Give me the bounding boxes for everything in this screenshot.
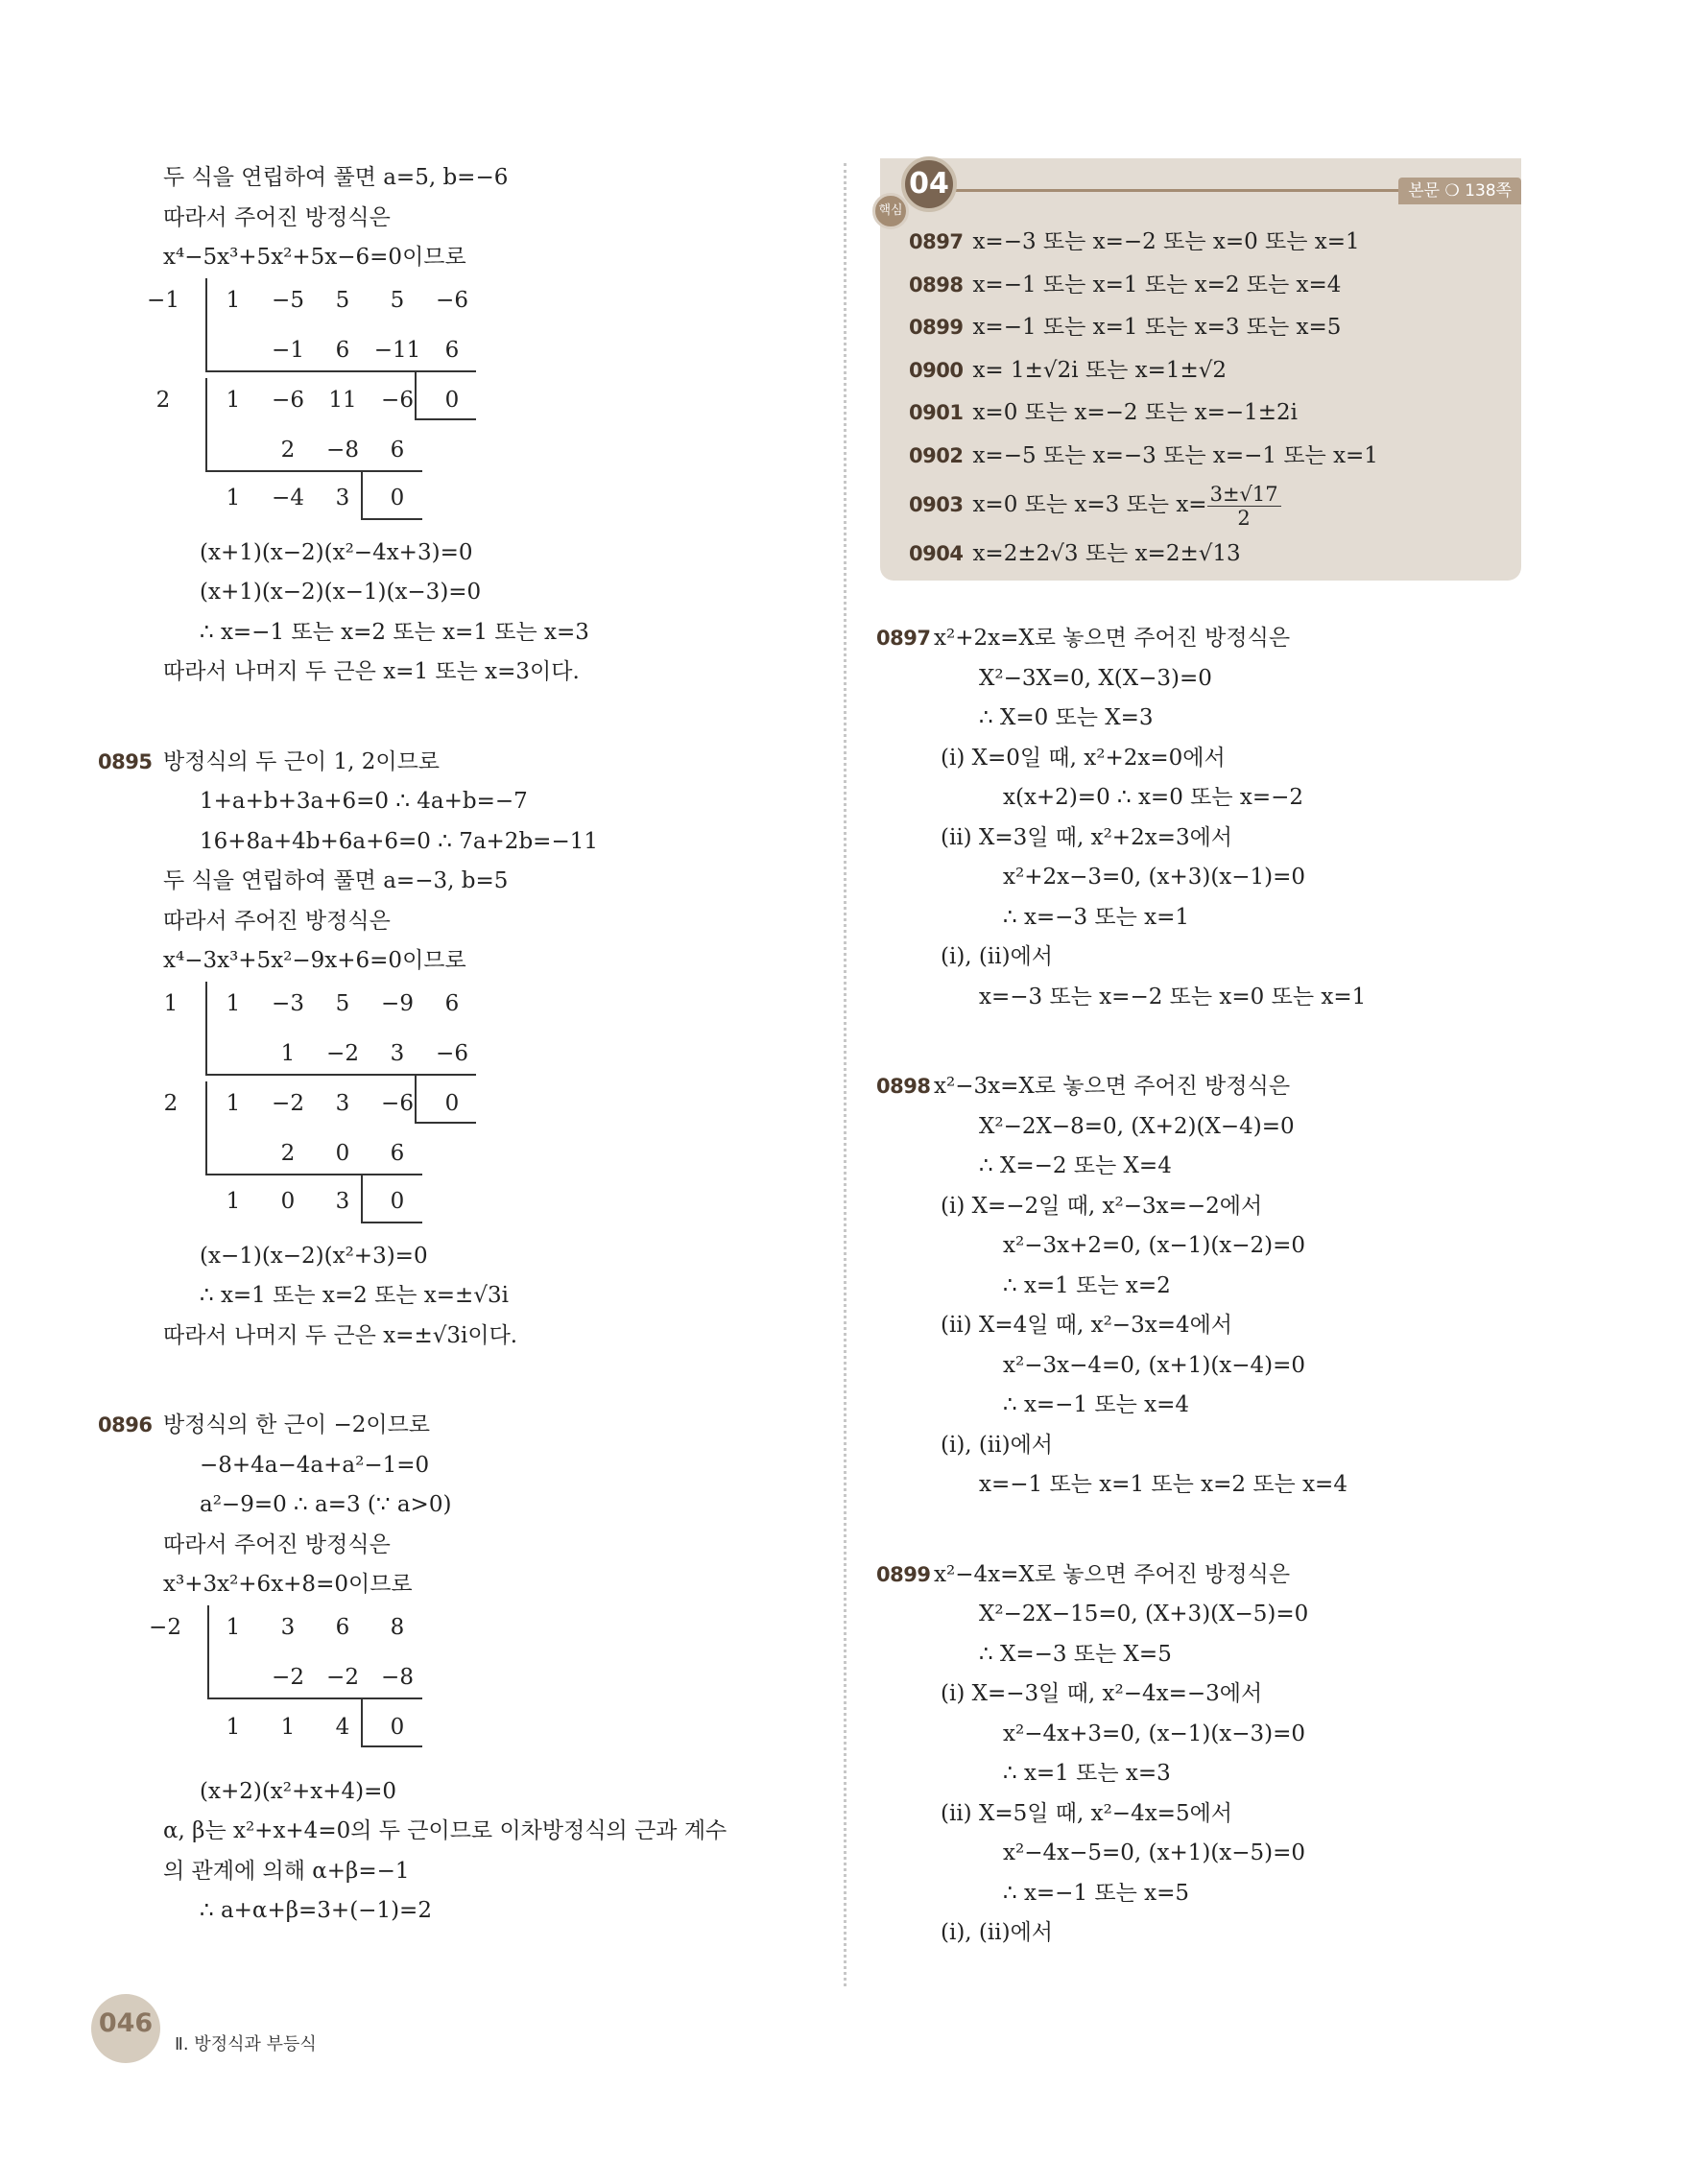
- text-line: (x+1)(x−2)(x−1)(x−3)=0: [200, 580, 482, 605]
- divisor: −2: [149, 1614, 181, 1640]
- text-line: (ii) X=3일 때, x²+2x=3에서: [941, 824, 1233, 850]
- synthetic-division-table: [163, 982, 825, 1212]
- table-rule: [205, 1081, 207, 1174]
- problem-number: 0898: [876, 1075, 931, 1098]
- table-cell: 1: [226, 485, 241, 510]
- problem-0898-header: [869, 1067, 1540, 1107]
- answer-text: x=0 또는 x=−2 또는 x=−1±2i: [972, 400, 1299, 425]
- table-rule: [361, 1697, 363, 1745]
- answer-list: [909, 221, 1504, 576]
- table-cell: −5: [272, 287, 304, 313]
- problem-number: 0899: [909, 316, 964, 339]
- table-rule: [415, 418, 476, 420]
- text-line: X²−2X−8=0, (X+2)(X−4)=0: [979, 1113, 1295, 1139]
- problem-number: 0897: [876, 627, 931, 650]
- problem-0896-header: [100, 1406, 825, 1446]
- table-rule: [205, 1174, 422, 1175]
- answer-text: x=−1 또는 x=1 또는 x=2 또는 x=4: [972, 272, 1342, 297]
- table-cell: 0: [390, 1188, 405, 1214]
- answer-item: [909, 533, 1504, 576]
- text-line: ∴ X=−3 또는 X=5: [979, 1641, 1172, 1667]
- table-cell: −6: [381, 1090, 414, 1116]
- problem-number: 0900: [909, 358, 964, 382]
- column-divider: [844, 163, 846, 1986]
- text-line: ∴ x=−1 또는 x=5: [1003, 1880, 1190, 1906]
- answer-item: [909, 221, 1504, 264]
- text-line: (i), (ii)에서: [941, 1432, 1054, 1458]
- text-line: X²−2X−15=0, (X+3)(X−5)=0: [979, 1602, 1309, 1626]
- text-line: (ii) X=4일 때, x²−3x=4에서: [941, 1313, 1233, 1338]
- table-rule: [207, 1697, 422, 1699]
- text-line: ∴ X=0 또는 X=3: [979, 705, 1154, 730]
- answer-item: [909, 349, 1504, 392]
- text-line: 1+a+b+3a+6=0 ∴ 4a+b=−7: [200, 789, 528, 814]
- table-cell: −2: [326, 1040, 359, 1066]
- table-cell: 5: [335, 990, 350, 1016]
- fraction: [1207, 483, 1281, 530]
- synthetic-division-table: [149, 1605, 825, 1755]
- table-rule: [361, 518, 422, 520]
- table-cell: 6: [390, 1140, 405, 1166]
- table-cell: 3: [335, 1188, 350, 1214]
- table-cell: 3: [335, 485, 350, 510]
- text-line: ∴ x=−3 또는 x=1: [1003, 904, 1190, 930]
- table-cell: 0: [444, 1090, 460, 1116]
- problem-number: 0895: [98, 749, 153, 773]
- table-cell: −2: [326, 1664, 359, 1690]
- problem-number: 0903: [909, 493, 964, 516]
- text-line: 두 식을 연립하여 풀면 a=5, b=−6: [163, 165, 509, 190]
- table-cell: 6: [390, 437, 405, 463]
- table-cell: 1: [226, 387, 241, 413]
- answer-item: [909, 264, 1504, 307]
- divisor: 2: [163, 1090, 179, 1116]
- table-rule: [415, 1074, 417, 1122]
- text-line: x²+2x−3=0, (x+3)(x−1)=0: [1003, 865, 1306, 890]
- table-rule: [415, 370, 417, 418]
- table-cell: −2: [272, 1090, 304, 1116]
- text-line: x(x+2)=0 ∴ x=0 또는 x=−2: [1003, 785, 1304, 810]
- table-cell: 3: [335, 1090, 350, 1116]
- table-rule: [205, 470, 422, 472]
- text-line: (i) X=0일 때, x²+2x=0에서: [941, 745, 1226, 771]
- table-cell: −6: [436, 287, 468, 313]
- divisor: 1: [163, 990, 179, 1016]
- text-line: 따라서 나머지 두 근은 x=1 또는 x=3이다.: [163, 659, 580, 684]
- text-line: x=−1 또는 x=1 또는 x=2 또는 x=4: [979, 1472, 1347, 1497]
- text-line: 따라서 주어진 방정식은: [163, 1531, 391, 1557]
- table-rule: [205, 1074, 476, 1076]
- text-line: 방정식의 두 근이 1, 2이므로: [163, 748, 441, 774]
- problem-0899-header: [869, 1555, 1540, 1596]
- table-cell: −6: [436, 1040, 468, 1066]
- table-cell: −3: [272, 990, 304, 1016]
- problem-0895-header: [100, 743, 825, 783]
- table-cell: 6: [335, 337, 350, 363]
- text-line: 두 식을 연립하여 풀면 a=−3, b=5: [163, 868, 509, 893]
- table-cell: 3: [390, 1040, 405, 1066]
- table-cell: 1: [226, 1090, 241, 1116]
- fraction-numerator: 3±√17: [1207, 483, 1281, 507]
- table-cell: −1: [272, 337, 304, 363]
- text-line: 따라서 나머지 두 근은 x=±√3i이다.: [163, 1322, 518, 1348]
- table-cell: 8: [390, 1614, 405, 1640]
- table-cell: 0: [444, 387, 460, 413]
- answer-item: [909, 477, 1504, 533]
- problem-number: 0897: [909, 230, 964, 253]
- table-cell: 1: [280, 1714, 296, 1740]
- text-line: ∴ x=1 또는 x=2: [1003, 1272, 1171, 1298]
- problem-number: 0902: [909, 443, 964, 467]
- text-line: (i), (ii)에서: [941, 1920, 1054, 1945]
- problem-number: 0904: [909, 542, 964, 565]
- table-cell: 6: [444, 337, 460, 363]
- text-line: (i) X=−2일 때, x²−3x=−2에서: [941, 1193, 1263, 1219]
- text-line: x³+3x²+6x+8=0이므로: [163, 1572, 413, 1597]
- table-rule: [205, 370, 476, 372]
- text-line: ∴ x=1 또는 x=2 또는 x=±√3i: [200, 1283, 509, 1308]
- text-line: a²−9=0 ∴ a=3 (∵ a>0): [200, 1492, 452, 1517]
- text-line: x²−4x+3=0, (x−1)(x−3)=0: [1003, 1721, 1306, 1746]
- table-cell: 2: [280, 437, 296, 463]
- table-cell: −8: [326, 437, 359, 463]
- table-cell: 0: [390, 485, 405, 510]
- text-line: (ii) X=5일 때, x²−4x=5에서: [941, 1800, 1233, 1826]
- text-line: x=−3 또는 x=−2 또는 x=0 또는 x=1: [979, 984, 1367, 1009]
- answer-text: x=2±2√3 또는 x=2±√13: [972, 541, 1241, 566]
- text-line: ∴ x=−1 또는 x=4: [1003, 1392, 1190, 1417]
- table-cell: 5: [390, 287, 405, 313]
- answer-item: [909, 306, 1504, 349]
- table-cell: 0: [335, 1140, 350, 1166]
- table-cell: −6: [272, 387, 304, 413]
- table-rule: [207, 1605, 209, 1697]
- text-line: (x+1)(x−2)(x²−4x+3)=0: [200, 539, 473, 565]
- left-column: [98, 158, 825, 1932]
- text-line: x²−4x=X로 놓으면 주어진 방정식은: [934, 1561, 1291, 1587]
- answer-text: x=−5 또는 x=−3 또는 x=−1 또는 x=1: [972, 442, 1378, 468]
- text-line: 의 관계에 의해 α+β=−1: [163, 1858, 410, 1884]
- problem-number: 0896: [98, 1413, 153, 1436]
- table-rule: [205, 982, 207, 1074]
- table-rule: [361, 1222, 422, 1223]
- table-cell: −2: [272, 1664, 304, 1690]
- table-cell: −6: [381, 387, 414, 413]
- table-cell: 2: [280, 1140, 296, 1166]
- table-cell: 1: [226, 1188, 241, 1214]
- text-line: ∴ x=−1 또는 x=2 또는 x=1 또는 x=3: [200, 619, 589, 645]
- table-cell: 0: [390, 1714, 405, 1740]
- answer-text: x=−1 또는 x=1 또는 x=3 또는 x=5: [972, 315, 1342, 340]
- text-line: 16+8a+4b+6a+6=0 ∴ 7a+2b=−11: [200, 828, 598, 854]
- table-cell: −4: [272, 485, 304, 510]
- text-line: X²−3X=0, X(X−3)=0: [979, 665, 1212, 691]
- problem-number: 0899: [876, 1562, 931, 1586]
- table-cell: 11: [328, 387, 357, 413]
- divisor: 2: [155, 387, 171, 413]
- text-line: 따라서 주어진 방정식은: [163, 204, 391, 230]
- table-cell: 1: [226, 287, 241, 313]
- text-line: x⁴−5x³+5x²+5x−6=0이므로: [163, 245, 466, 270]
- table-cell: 6: [335, 1614, 350, 1640]
- summary-box-header: [872, 158, 1525, 218]
- answer-item: [909, 392, 1504, 435]
- text-line: 방정식의 한 근이 −2이므로: [163, 1412, 431, 1437]
- table-rule: [205, 278, 207, 370]
- right-column: [869, 158, 1540, 1954]
- table-rule: [361, 1745, 422, 1747]
- summary-box: [880, 158, 1521, 581]
- page-number: 046: [98, 2008, 154, 2038]
- chapter-title: Ⅱ. 방정식과 부등식: [175, 2034, 317, 2054]
- table-cell: −8: [381, 1664, 414, 1690]
- page-reference: 본문 ❍ 138쪽: [1398, 178, 1521, 204]
- table-cell: 4: [335, 1714, 350, 1740]
- table-cell: 1: [280, 1040, 296, 1066]
- core-label: 핵심: [872, 193, 909, 229]
- text-line: −8+4a−4a+a²−1=0: [200, 1452, 430, 1478]
- table-rule: [205, 378, 207, 470]
- table-cell: −9: [381, 990, 414, 1016]
- answer-text: x=0 또는 x=3 또는 x=: [972, 492, 1207, 517]
- table-cell: 5: [335, 287, 350, 313]
- text-line: ∴ X=−2 또는 X=4: [979, 1153, 1172, 1178]
- text-line: ∴ a+α+β=3+(−1)=2: [200, 1898, 432, 1923]
- section-badge: 04: [901, 156, 957, 212]
- table-rule: [361, 470, 363, 518]
- answer-item: [909, 435, 1504, 478]
- problem-0897-header: [869, 619, 1540, 659]
- divisor: −1: [147, 287, 179, 313]
- table-rule: [415, 1122, 476, 1124]
- text-line: x²−4x−5=0, (x+1)(x−5)=0: [1003, 1840, 1306, 1865]
- table-cell: 0: [280, 1188, 296, 1214]
- table-cell: 3: [280, 1614, 296, 1640]
- problem-number: 0898: [909, 273, 964, 297]
- table-cell: 6: [444, 990, 460, 1016]
- table-rule: [361, 1174, 363, 1222]
- text-line: (i) X=−3일 때, x²−4x=−3에서: [941, 1681, 1263, 1706]
- answer-text: x= 1±√2i 또는 x=1±√2: [972, 357, 1228, 383]
- text-line: 따라서 주어진 방정식은: [163, 908, 391, 934]
- text-line: x⁴−3x³+5x²−9x+6=0이므로: [163, 948, 466, 973]
- text-line: (i), (ii)에서: [941, 944, 1054, 969]
- table-cell: 1: [226, 1714, 241, 1740]
- text-line: x²−3x−4=0, (x+1)(x−4)=0: [1003, 1352, 1306, 1378]
- text-line: (x+2)(x²+x+4)=0: [200, 1778, 397, 1804]
- text-line: (x−1)(x−2)(x²+3)=0: [200, 1243, 428, 1269]
- answer-text: x=−3 또는 x=−2 또는 x=0 또는 x=1: [972, 229, 1360, 254]
- table-cell: −11: [373, 337, 421, 363]
- fraction-denominator: 2: [1237, 506, 1251, 530]
- synthetic-division-table: [147, 278, 825, 510]
- text-line: ∴ x=1 또는 x=3: [1003, 1761, 1171, 1786]
- text-line: x²−3x+2=0, (x−1)(x−2)=0: [1003, 1233, 1306, 1258]
- table-cell: 1: [226, 990, 241, 1016]
- problem-number: 0901: [909, 401, 964, 424]
- text-line: x²+2x=X로 놓으면 주어진 방정식은: [934, 626, 1291, 651]
- text-line: x²−3x=X로 놓으면 주어진 방정식은: [934, 1074, 1291, 1099]
- table-cell: 1: [226, 1614, 241, 1640]
- text-line: α, β는 x²+x+4=0의 두 근이므로 이차방정식의 근과 계수: [163, 1818, 727, 1843]
